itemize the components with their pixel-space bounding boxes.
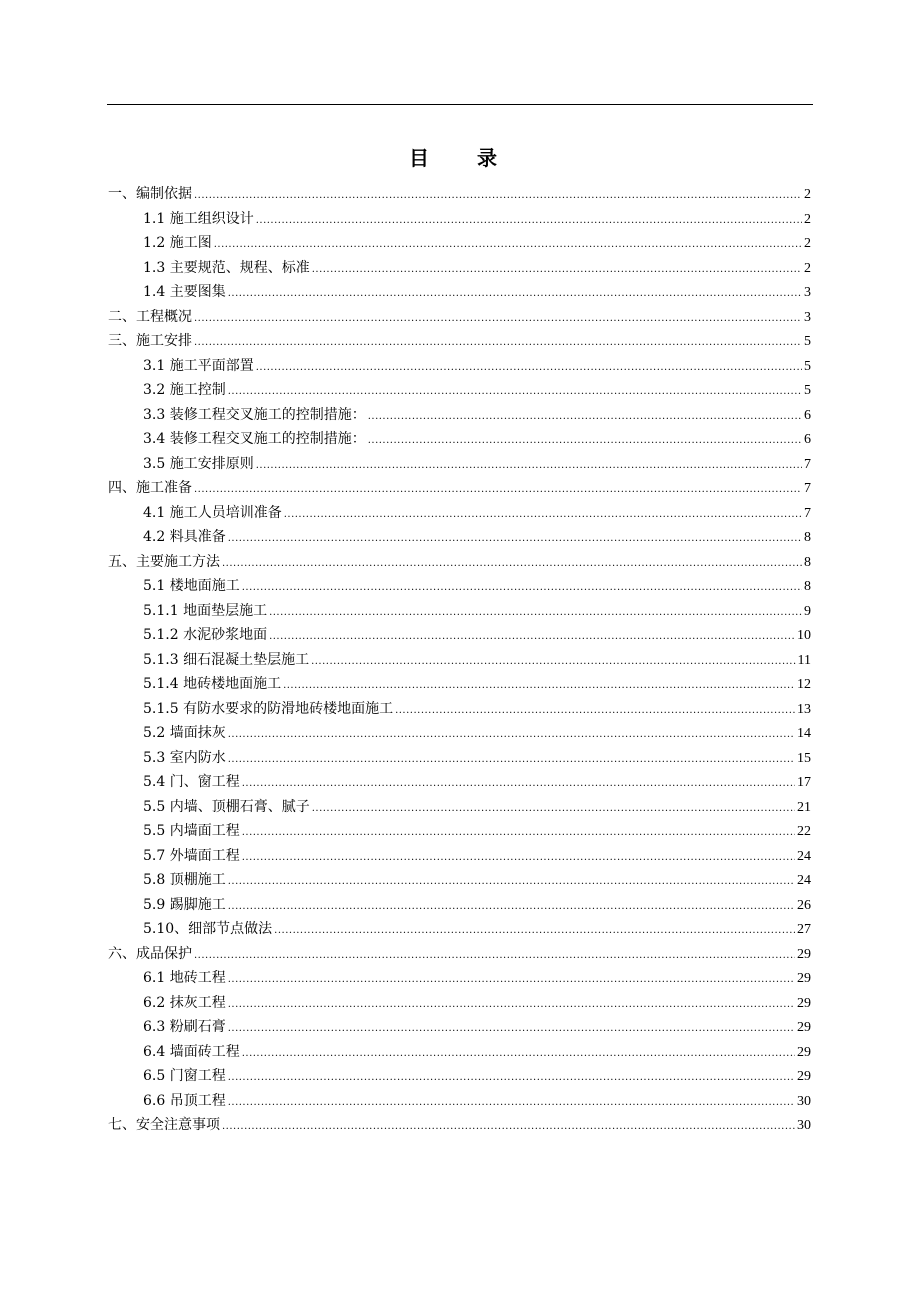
toc-dot-leader — [194, 331, 802, 354]
toc-entry[interactable] — [108, 207, 811, 232]
toc-dot-leader — [228, 895, 795, 918]
toc-page-number: 2 — [804, 211, 811, 227]
toc-dot-leader — [228, 723, 795, 746]
toc-entry[interactable] — [108, 623, 811, 648]
toc-dot-leader — [228, 1091, 795, 1114]
toc-page-number: 29 — [797, 1044, 811, 1060]
toc-dot-leader — [256, 356, 802, 379]
toc-entry-label: 1.1 施工组织设计 — [143, 210, 254, 227]
toc-page-number: 17 — [797, 775, 811, 790]
toc-dot-leader — [242, 821, 795, 844]
toc-dot-leader — [242, 576, 802, 599]
toc-entry-label: 6.6 吊顶工程 — [143, 1092, 226, 1109]
toc-dot-leader — [395, 699, 795, 722]
toc-dot-leader — [284, 503, 802, 526]
toc-page-number: 27 — [797, 922, 811, 937]
toc-entry[interactable] — [108, 329, 811, 354]
toc-entry[interactable] — [108, 648, 811, 673]
header-rule — [107, 104, 813, 105]
toc-entry[interactable] — [108, 256, 811, 281]
page-title: 目 录 — [409, 146, 511, 170]
toc-entry-label: 5.1.3 细石混凝土垫层施工 — [143, 651, 310, 668]
toc-dot-leader — [194, 478, 802, 501]
toc-entry-label: 1.4 主要图集 — [143, 284, 226, 300]
toc-entry-label: 4.2 料具准备 — [143, 529, 226, 545]
toc-entry-label: 3.1 施工平面部置 — [143, 357, 254, 374]
toc-dot-leader — [228, 870, 795, 893]
toc-page-number: 29 — [797, 1069, 811, 1084]
toc-page-number: 12 — [797, 677, 811, 692]
toc-dot-leader — [283, 674, 795, 697]
toc-entry[interactable] — [108, 182, 811, 207]
toc-page-number: 3 — [804, 309, 811, 325]
toc-page-number: 7 — [804, 456, 811, 472]
toc-entry[interactable] — [108, 501, 811, 526]
toc-entry-label: 5.10、细部节点做法 — [143, 921, 273, 937]
toc-entry[interactable] — [108, 231, 811, 256]
toc-dot-leader — [256, 454, 802, 477]
toc-dot-leader — [368, 429, 802, 452]
toc-entry[interactable] — [108, 844, 811, 869]
toc-page-number: 29 — [797, 946, 811, 962]
toc-entry-label: 二、工程概况 — [108, 308, 192, 325]
toc-entry-label: 6.3 粉刷石膏 — [143, 1019, 226, 1035]
toc-page-number: 11 — [797, 652, 811, 668]
toc-entry[interactable] — [108, 452, 811, 477]
toc-entry[interactable] — [108, 476, 811, 501]
toc-page-number: 24 — [797, 873, 811, 888]
toc-entry[interactable] — [108, 991, 811, 1016]
toc-entry[interactable] — [108, 721, 811, 746]
toc-entry[interactable] — [108, 917, 811, 942]
toc-entry[interactable] — [108, 550, 811, 575]
toc-dot-leader — [312, 797, 795, 820]
toc-entry-label: 5.7 外墙面工程 — [143, 847, 240, 864]
toc-entry-label: 3.2 施工控制 — [143, 382, 226, 398]
toc-entry-label: 6.4 墙面砖工程 — [143, 1043, 240, 1060]
toc-entry[interactable] — [108, 819, 811, 844]
toc-entry-label: 1.2 施工图 — [143, 235, 212, 251]
toc-entry[interactable] — [108, 966, 811, 991]
toc-page-number: 14 — [797, 726, 811, 741]
toc-dot-leader — [368, 405, 802, 428]
toc-entry-label: 3.5 施工安排原则 — [143, 455, 254, 472]
toc-entry[interactable] — [108, 378, 811, 403]
toc-dot-leader — [228, 282, 802, 305]
toc-entry[interactable] — [108, 403, 811, 428]
toc-entry-label: 5.3 室内防水 — [143, 749, 226, 766]
toc-entry[interactable] — [108, 1064, 811, 1089]
toc-dot-leader — [214, 233, 802, 256]
toc-page-number: 8 — [804, 530, 811, 545]
toc-entry-label: 5.1.4 地砖楼地面施工 — [143, 676, 282, 692]
toc-entry[interactable] — [108, 770, 811, 795]
toc-entry[interactable] — [108, 697, 811, 722]
toc-entry-label: 四、施工准备 — [108, 480, 192, 496]
toc-page-number: 8 — [804, 554, 811, 570]
toc-entry[interactable] — [108, 280, 811, 305]
toc-entry[interactable] — [108, 599, 811, 624]
toc-dot-leader — [194, 944, 795, 967]
toc-page-number: 30 — [797, 1118, 811, 1133]
toc-entry-label: 一、编制依据 — [108, 186, 192, 202]
toc-page-number: 3 — [804, 285, 811, 300]
toc-page-number: 21 — [797, 799, 811, 815]
toc-dot-leader — [228, 1017, 795, 1040]
toc-page-number: 29 — [797, 971, 811, 986]
toc-entry-label: 五、主要施工方法 — [108, 553, 220, 570]
toc-dot-leader — [311, 650, 795, 673]
toc-entry-label: 5.2 墙面抹灰 — [143, 725, 226, 741]
toc-page-number: 6 — [804, 407, 811, 423]
toc-entry-label: 5.8 顶棚施工 — [143, 872, 226, 888]
toc-dot-leader — [269, 601, 802, 624]
toc-page-number: 22 — [797, 824, 811, 839]
toc-entry[interactable] — [108, 1089, 811, 1114]
toc-entry[interactable] — [108, 795, 811, 820]
toc-entry[interactable] — [108, 525, 811, 550]
toc-entry-label: 6.1 地砖工程 — [143, 970, 226, 986]
toc-page-number: 26 — [797, 897, 811, 913]
toc-entry[interactable] — [108, 1015, 811, 1040]
toc-dot-leader — [228, 380, 802, 403]
toc-dot-leader — [242, 772, 795, 795]
toc-page-number: 13 — [797, 701, 811, 717]
toc-entry-label: 3.3 装修工程交叉施工的控制措施： — [143, 406, 366, 423]
toc-dot-leader — [228, 527, 802, 550]
toc-dot-leader — [274, 919, 795, 942]
toc-entry-label: 6.2 抹灰工程 — [143, 994, 226, 1011]
toc-page-number: 2 — [804, 260, 811, 276]
toc-entry-label: 1.3 主要规范、规程、标准 — [143, 259, 310, 276]
toc-dot-leader — [194, 184, 802, 207]
toc-entry[interactable] — [108, 305, 811, 330]
toc-entry-label: 5.5 内墙、顶棚石膏、腻子 — [143, 798, 310, 815]
toc-dot-leader — [312, 258, 802, 281]
toc-entry[interactable] — [108, 868, 811, 893]
toc-entry-label: 5.1.1 地面垫层施工 — [143, 602, 268, 619]
toc-entry[interactable] — [108, 1040, 811, 1065]
toc-dot-leader — [228, 1066, 795, 1089]
toc-page-number: 2 — [804, 187, 811, 202]
toc-entry[interactable] — [108, 893, 811, 918]
toc-entry-label: 5.5 内墙面工程 — [143, 823, 240, 839]
toc-page-number: 2 — [804, 236, 811, 251]
toc-entry[interactable] — [108, 746, 811, 771]
toc-dot-leader — [256, 209, 802, 232]
toc-entry-label: 5.1 楼地面施工 — [143, 578, 240, 594]
toc-page-number: 15 — [797, 750, 811, 766]
toc-entry[interactable] — [108, 1113, 811, 1138]
toc-entry-label: 6.5 门窗工程 — [143, 1068, 226, 1084]
toc-entry-label: 七、安全注意事项 — [108, 1117, 220, 1133]
toc-page-number: 9 — [804, 603, 811, 619]
toc-page-number: 8 — [804, 579, 811, 594]
toc-page-number: 5 — [804, 358, 811, 374]
toc-dot-leader — [222, 552, 802, 575]
toc-page-number: 6 — [804, 432, 811, 447]
toc-entry-label: 六、成品保护 — [108, 945, 192, 962]
toc-entry[interactable] — [108, 574, 811, 599]
toc-page-number: 10 — [797, 628, 811, 643]
toc-dot-leader — [228, 748, 795, 771]
table-of-contents — [108, 182, 811, 1138]
toc-dot-leader — [228, 968, 795, 991]
toc-page-number: 30 — [797, 1093, 811, 1109]
toc-entry[interactable] — [108, 427, 811, 452]
toc-page-number: 7 — [804, 481, 811, 496]
toc-entry[interactable] — [108, 354, 811, 379]
toc-page-number: 24 — [797, 848, 811, 864]
toc-entry-label: 4.1 施工人员培训准备 — [143, 504, 282, 521]
toc-dot-leader — [242, 846, 795, 869]
toc-page-number: 29 — [797, 995, 811, 1011]
toc-entry-label: 5.4 门、窗工程 — [143, 774, 240, 790]
toc-entry[interactable] — [108, 942, 811, 967]
toc-dot-leader — [242, 1042, 795, 1065]
toc-entry-label: 5.1.2 水泥砂浆地面 — [143, 627, 268, 643]
toc-dot-leader — [269, 625, 795, 648]
toc-page-number: 29 — [797, 1020, 811, 1035]
toc-dot-leader — [228, 993, 795, 1016]
toc-entry-label: 5.9 踢脚施工 — [143, 896, 226, 913]
toc-dot-leader — [194, 307, 802, 330]
toc-dot-leader — [222, 1115, 795, 1138]
toc-page-number: 7 — [804, 505, 811, 521]
toc-page-number: 5 — [804, 334, 811, 349]
toc-entry-label: 5.1.5 有防水要求的防滑地砖楼地面施工 — [143, 700, 394, 717]
toc-entry-label: 三、施工安排 — [108, 333, 192, 349]
toc-entry[interactable] — [108, 672, 811, 697]
toc-entry-label: 3.4 装修工程交叉施工的控制措施： — [143, 431, 366, 447]
toc-page-number: 5 — [804, 383, 811, 398]
